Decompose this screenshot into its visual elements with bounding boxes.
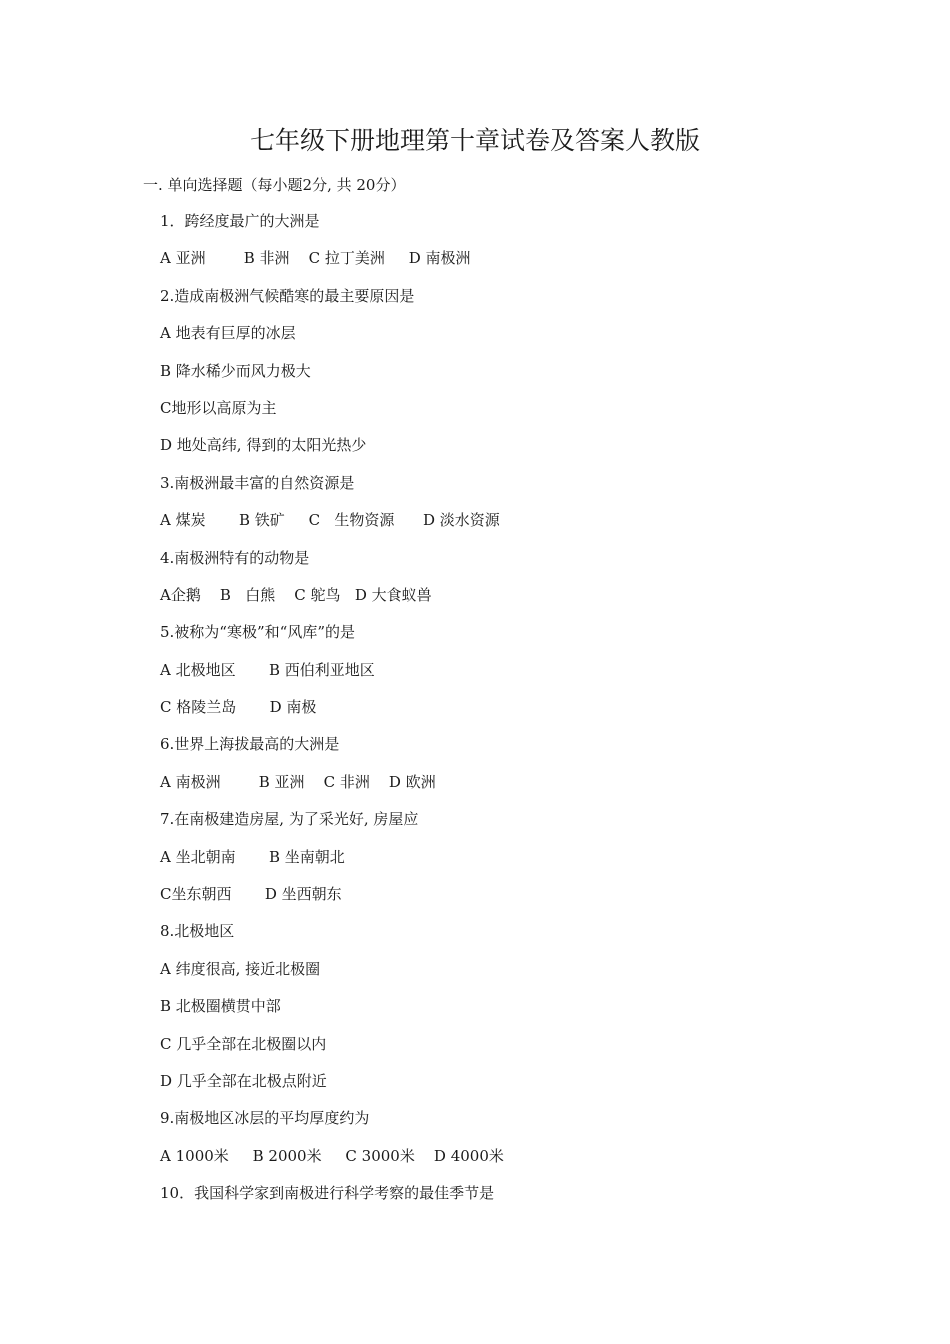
answer-option: A 纬度很高, 接近北极圈 [160,959,321,978]
answer-options: A 亚洲 B 非洲 C 拉丁美洲 D 南极洲 [160,249,471,268]
question-line: 1．跨经度最广的大洲是 [160,212,320,230]
question-line: 4.南极洲特有的动物是 [160,548,310,567]
question-line: 3.南极洲最丰富的自然资源是 [160,473,355,492]
question-line: 6.世界上海拔最高的大洲是 [160,735,340,754]
answer-options: C 格陵兰岛 D 南极 [160,698,317,717]
answer-option: A 地表有巨厚的冰层 [160,324,296,343]
question-list [160,210,504,1220]
answer-options: A企鹅 B 白熊 C 鸵鸟 D 大食蚁兽 [160,585,432,604]
question-line: 10．我国科学家到南极进行科学考察的最佳季节是 [160,1184,495,1203]
answer-option: D 几乎全部在北极点附近 [160,1071,327,1090]
answer-options: A 1000米 B 2000米 C 3000米 D 4000米 [160,1146,504,1165]
document-title: 七年级下册地理第十章试卷及答案人教版 [249,126,700,155]
answer-option: B 北极圈横贯中部 [160,997,281,1016]
answer-options: A 坐北朝南 B 坐南朝北 [160,847,345,866]
answer-options: C坐东朝西 D 坐西朝东 [160,885,342,904]
answer-options: A 北极地区 B 西伯利亚地区 [160,660,375,679]
answer-options: A 煤炭 B 铁矿 C 生物资源 D 淡水资源 [160,511,500,530]
question-line: 2.造成南极洲气候酷寒的最主要原因是 [160,286,415,305]
question-line: 5.被称为“寒极”和“风库”的是 [160,623,355,642]
answer-option: B 降水稀少而风力极大 [160,361,311,380]
question-line: 7.在南极建造房屋, 为了采光好, 房屋应 [160,810,419,829]
section-heading: 一. 单向选择题（每小题2分, 共 20分） [143,176,406,194]
question-line: 8.北极地区 [160,922,235,941]
answer-option: D 地处高纬, 得到的太阳光热少 [160,436,367,455]
question-line: 9.南极地区冰层的平均厚度约为 [160,1109,370,1128]
answer-option: C 几乎全部在北极圈以内 [160,1034,327,1053]
answer-options: A 南极洲 B 亚洲 C 非洲 D 欧洲 [160,772,436,791]
answer-option: C地形以高原为主 [160,398,277,417]
